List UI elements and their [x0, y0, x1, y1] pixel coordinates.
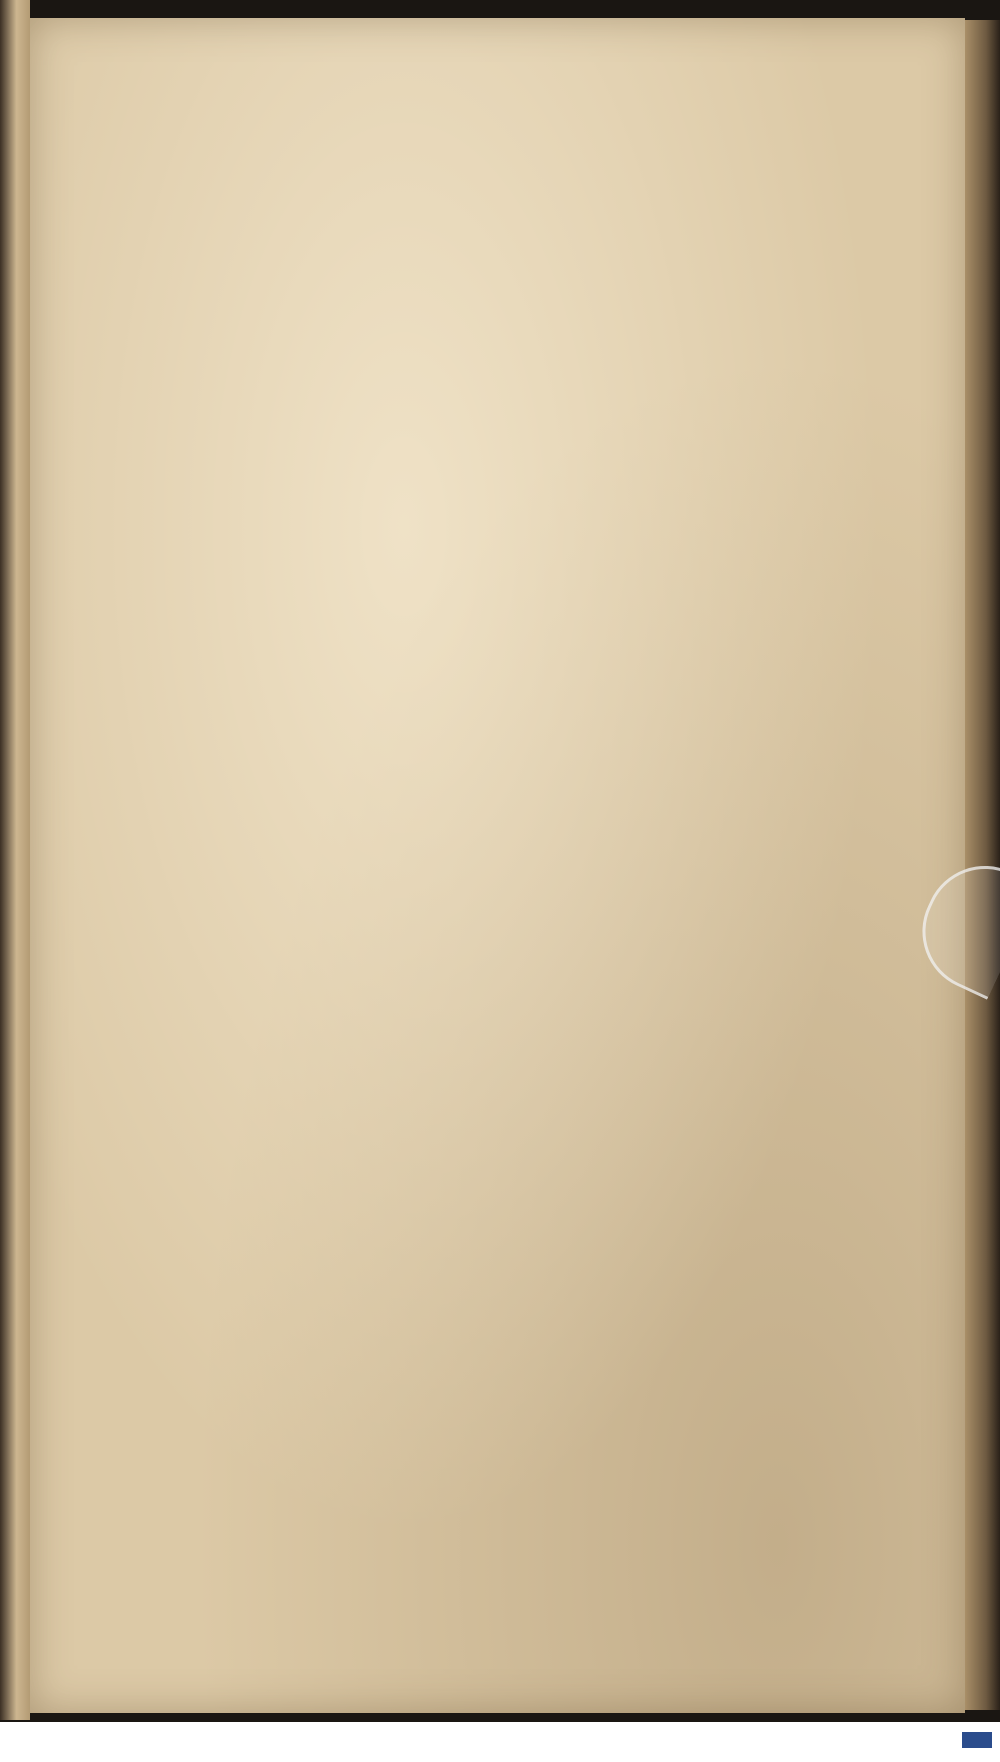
previous-page-edge	[0, 180, 28, 780]
footer-bar	[0, 1722, 1000, 1762]
main-text	[44, 130, 864, 162]
dfg-logo-icon	[962, 1732, 992, 1748]
book-page	[30, 18, 965, 1713]
